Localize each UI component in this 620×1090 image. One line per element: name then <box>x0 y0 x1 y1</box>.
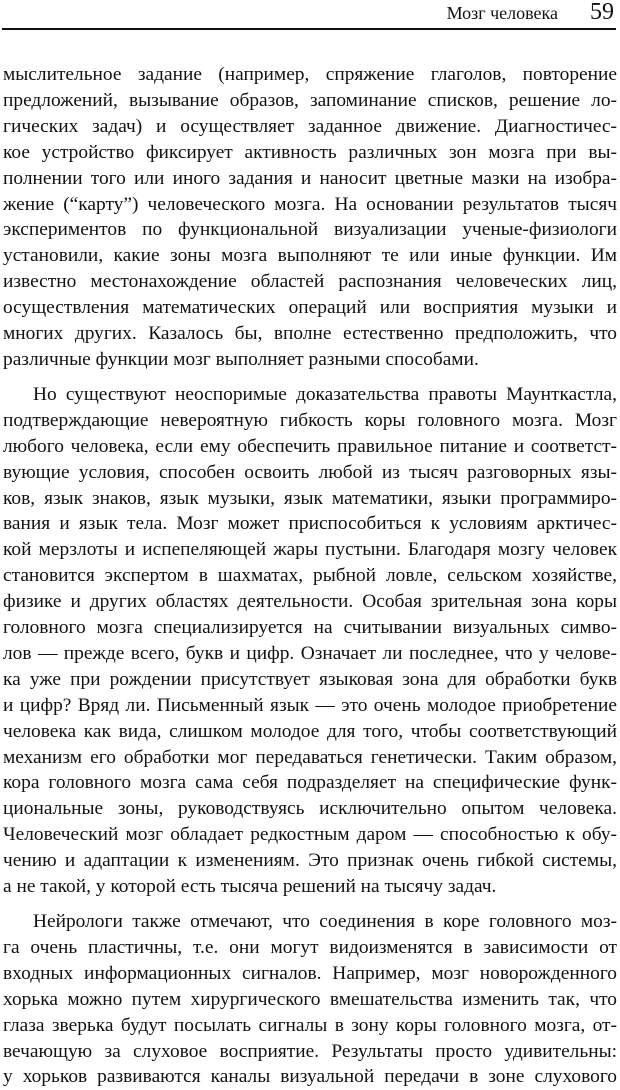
text-line: га очень пластичны, т.е. они могут видоизменятся в зависимости от <box>3 936 617 958</box>
text-line: механизм его обработки мог передаваться генетически. Таким образом, <box>3 746 617 768</box>
body-text <box>3 62 617 1090</box>
text-line: многих других. Казалось бы, вполне естественно предположить, что <box>3 323 617 345</box>
text-line: хорька можно путем хирургического вмешательства изменить так, что <box>3 988 617 1010</box>
page-header <box>2 0 616 30</box>
text-line: ков, язык знаков, язык музыки, язык математики, языки программиро- <box>3 487 617 509</box>
text-line: становится экспертом в шахматах, рыбной ловле, сельском хозяйстве, <box>3 565 617 587</box>
text-line: ка уже при рождении присутствует языковая зона для обработки букв <box>3 668 617 690</box>
text-line: подтверждающие невероятную гибкость коры головного мозга. Мозг <box>3 409 617 431</box>
text-line: циональные зоны, руководствуясь исключительно опытом человека. <box>3 798 617 820</box>
text-line: кое устройство фиксирует активность различных зон мозга при вы- <box>3 141 617 163</box>
paragraph-1 <box>3 62 617 373</box>
text-line: у хорьков развиваются каналы визуальной передачи в зоне слухового <box>3 1066 617 1088</box>
text-line: входных информационных сигналов. Например, мозг новорожденного <box>3 962 617 984</box>
running-head: Мозг человека <box>446 3 558 23</box>
text-line: Нейрологи также отмечают, что соединения в коре головного моз- <box>33 911 617 932</box>
text-line: предложений, вызывание образов, запоминание списков, решение ло- <box>3 89 617 111</box>
text-line: физике и других областях деятельности. Особая зрительная зона коры <box>3 591 617 613</box>
text-line: глаза зверька будут посылать сигналы в зону коры головного мозга, от- <box>3 1014 617 1036</box>
text-line: экспериментов по функциональной визуализации ученые-физиологи <box>3 219 617 241</box>
page-number: 59 <box>590 0 614 25</box>
text-line: жение (“карту”) человеческого мозга. На основании результатов тысяч <box>3 193 617 215</box>
text-line: головного мозга специализируется на считывании визуальных симво- <box>3 617 617 639</box>
text-line: установили, какие зоны мозга выполняют те или иные функции. Им <box>3 245 617 267</box>
text-line: осуществления математических операций или восприятия музыки и <box>3 297 617 319</box>
text-line: различные функции мозг выполняет разными способами. <box>3 348 479 370</box>
text-line: и цифр? Вряд ли. Письменный язык — это очень молодое приобретение <box>3 694 617 716</box>
text-line: лов — прежде всего, букв и цифр. Означает ли последнее, что у челове- <box>3 642 617 664</box>
text-line: человека как вида, слишком молодое для того, чтобы соответствующий <box>3 720 617 742</box>
text-line: Человеческий мозг обладает редкостным даром — способностью к обу- <box>3 824 617 846</box>
text-line: чению и адаптации к изменениям. Это признак очень гибкой системы, <box>3 850 617 872</box>
text-line: вания и язык тела. Мозг может приспособиться к условиям арктичес- <box>3 513 617 535</box>
text-line: вующие условия, способен освоить любой из тысяч разговорных язы- <box>3 461 617 483</box>
text-line: мыслительное задание (например, спряжение глаголов, повторение <box>3 64 617 85</box>
text-line: а не такой, у которой есть тысяча решений на тысячу задач. <box>3 876 497 898</box>
paragraph-3 <box>3 909 617 1090</box>
text-line: любого человека, если ему обеспечить правильное питание и соответст- <box>3 435 617 457</box>
text-line: кора головного мозга сама себя подразделяет на специфические функ- <box>3 772 617 794</box>
text-line: полнении того или иного задания и наносит цветные мазки на изобра- <box>3 167 617 189</box>
text-line: кой мерзлоты и испепеляющей жары пустыни. Благодаря мозгу человек <box>3 539 617 561</box>
text-line: Но существуют неоспоримые доказательства правоты Маунткастла, <box>33 383 617 405</box>
text-line: гических задач) и осуществляет заданное движение. Диагностичес- <box>3 115 617 137</box>
paragraph-2 <box>3 382 617 900</box>
text-line: известно местонахождение областей распознания человеческих лиц, <box>3 271 617 293</box>
text-line: вечающую за слуховое восприятие. Результаты просто удивительны: <box>3 1040 617 1062</box>
